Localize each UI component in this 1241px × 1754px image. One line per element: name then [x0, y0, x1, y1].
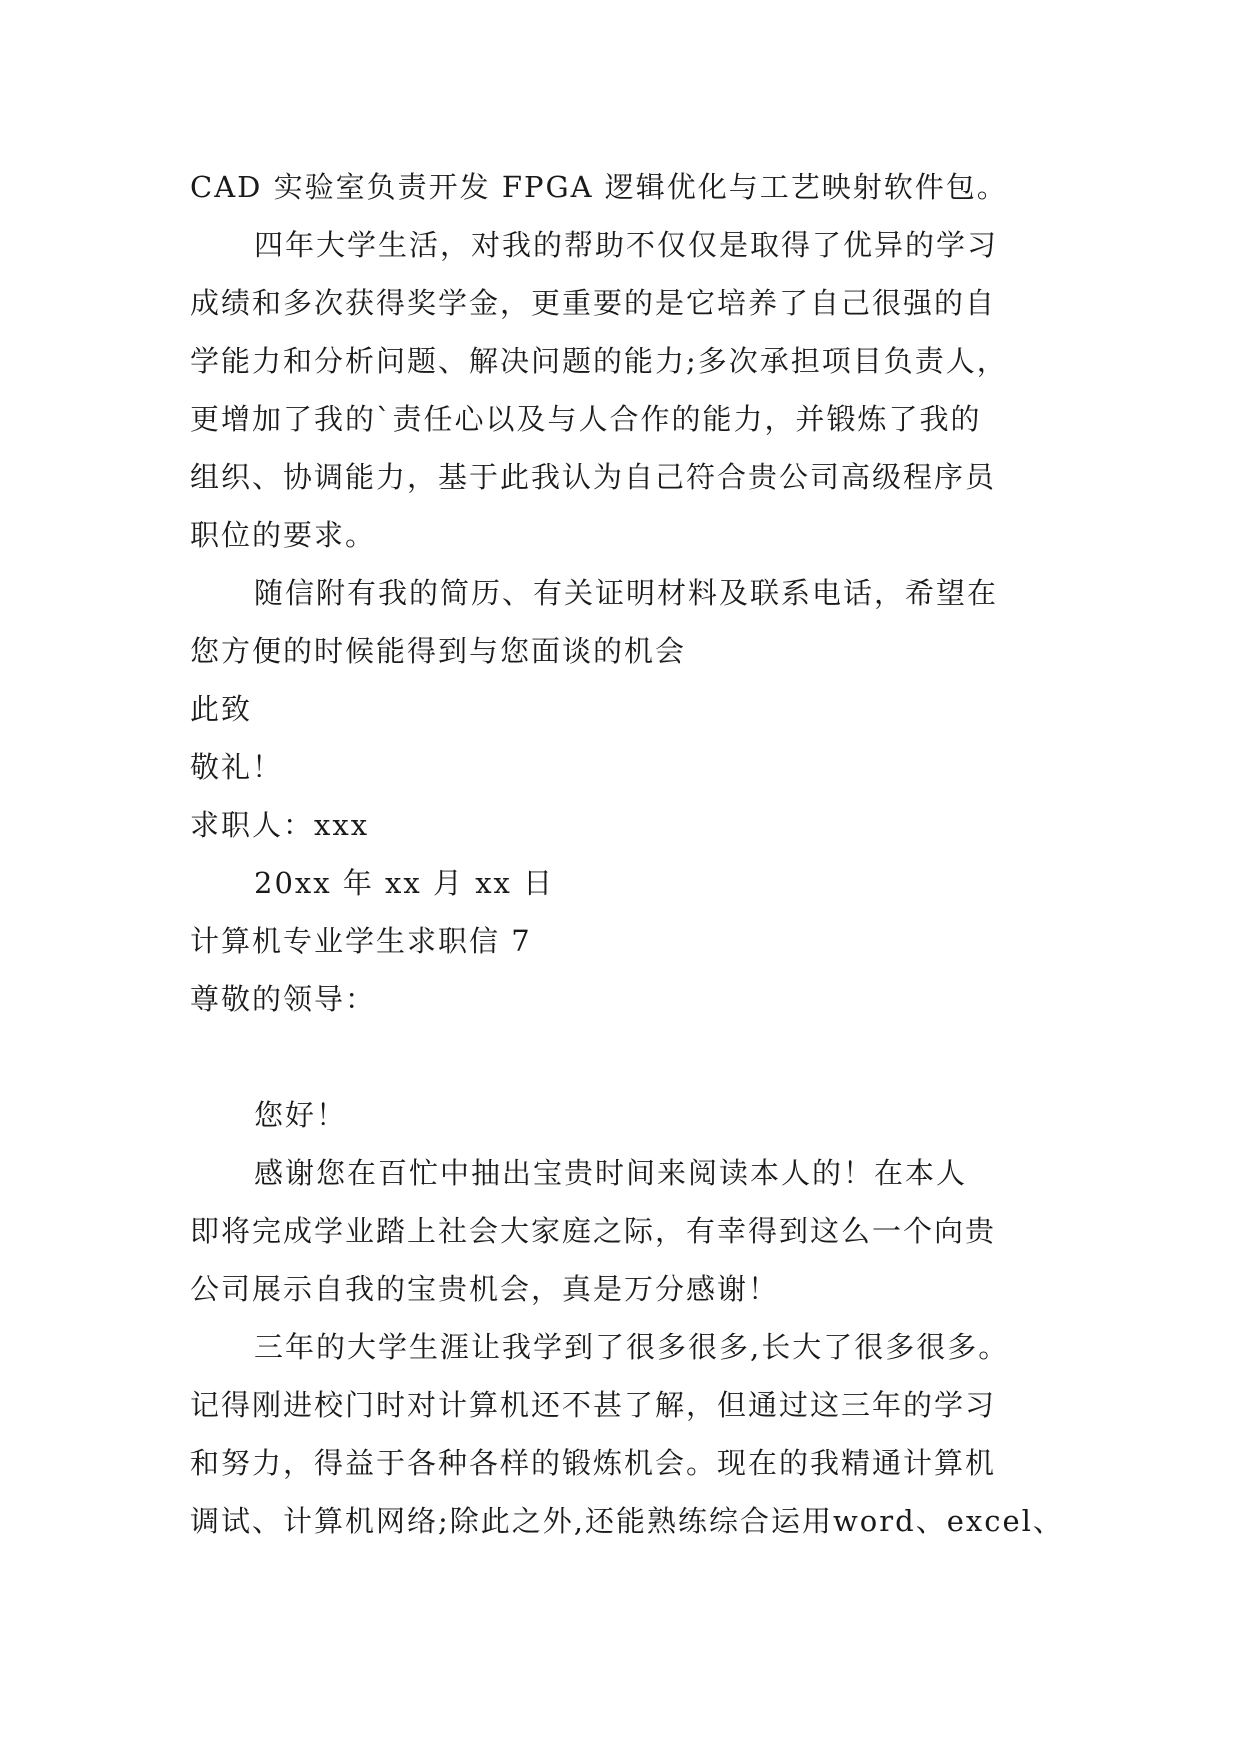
blank-line	[190, 1028, 1070, 1086]
text-line: 您好！	[254, 1098, 348, 1132]
text-line: 20xx 年 xx 月 xx 日	[254, 866, 555, 900]
text-line: 即将完成学业踏上社会大家庭之际，有幸得到这么一个向贵	[190, 1214, 997, 1248]
text-line: 更增加了我的`责任心以及与人合作的能力，并锻炼了我的	[190, 402, 982, 436]
text-line: CAD 实验室负责开发 FPGA 逻辑优化与工艺映射软件包。	[190, 170, 1008, 204]
text-line: 记得刚进校门时对计算机还不甚了解，但通过这三年的学习	[190, 1388, 997, 1422]
text-line: 随信附有我的简历、有关证明材料及联系电话，希望在	[254, 576, 999, 610]
text-line: 求职人：xxx	[190, 808, 370, 842]
text-line: 组织、协调能力，基于此我认为自己符合贵公司高级程序员	[190, 460, 997, 494]
text-line: 三年的大学生涯让我学到了很多很多,长大了很多很多。	[254, 1330, 1010, 1364]
text-line: 此致	[190, 692, 253, 726]
text-line: 职位的要求。	[190, 518, 377, 552]
text-line: 计算机专业学生求职信 7	[190, 924, 532, 958]
text-line: 四年大学生活，对我的帮助不仅仅是取得了优异的学习	[254, 228, 999, 262]
text-line: 学能力和分析问题、解决问题的能力;多次承担项目负责人，	[190, 344, 1008, 378]
text-line: 成绩和多次获得奖学金，更重要的是它培养了自己很强的自	[190, 286, 997, 320]
text-line: 敬礼！	[190, 750, 284, 784]
text-line: 感谢您在百忙中抽出宝贵时间来阅读本人的！在本人	[254, 1156, 968, 1190]
text-line: 和努力，得益于各种各样的锻炼机会。现在的我精通计算机	[190, 1446, 997, 1480]
text-line: 您方便的时候能得到与您面谈的机会	[190, 634, 687, 668]
text-line: 调试、计算机网络;除此之外,还能熟练综合运用word、excel、	[190, 1504, 1064, 1538]
letter-body	[190, 158, 1070, 1550]
text-line: 公司展示自我的宝贵机会，真是万分感谢！	[190, 1272, 780, 1306]
text-line: 尊敬的领导：	[190, 982, 377, 1016]
